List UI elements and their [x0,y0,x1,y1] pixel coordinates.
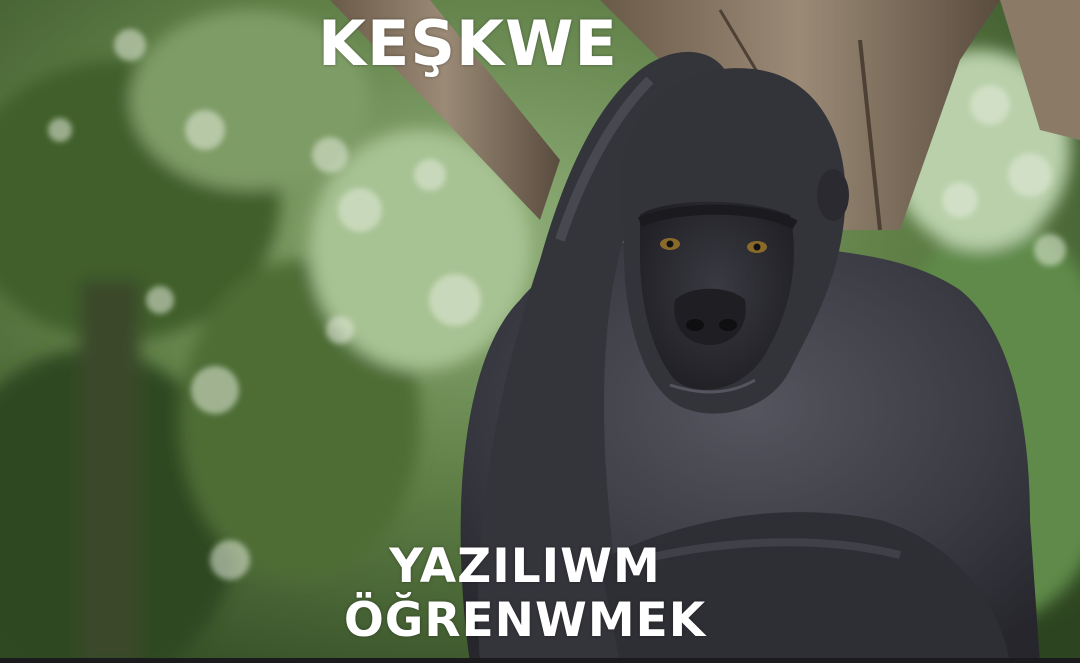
bottom-caption-line-2: ÖĞRENWMEK [343,593,707,648]
top-caption: KEŞKWE [318,7,618,80]
bottom-caption [300,540,750,648]
bottom-caption-line-1: YAZILIWM [389,539,661,594]
